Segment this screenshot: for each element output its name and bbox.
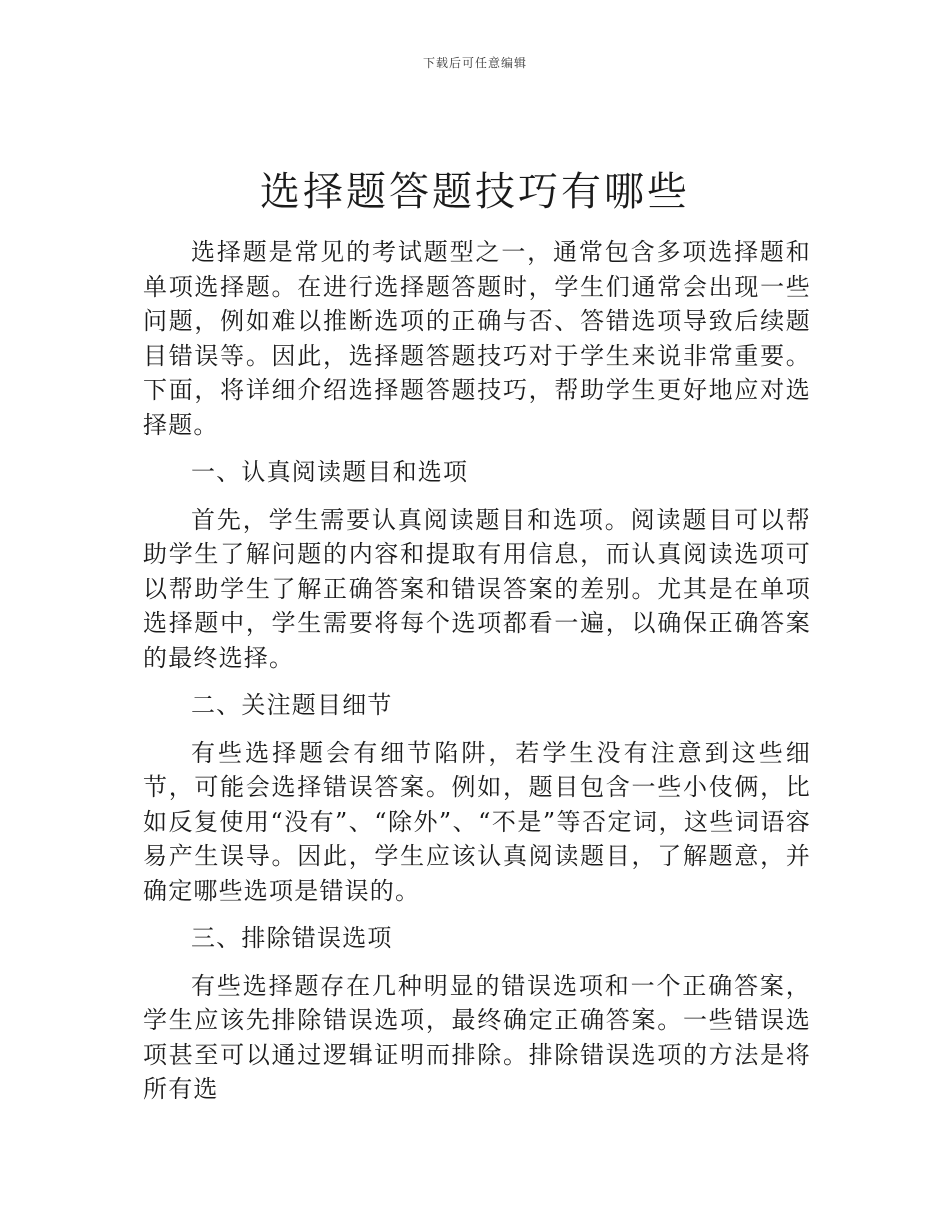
section-heading-2: 二、关注题目细节	[191, 691, 393, 719]
intro-paragraph: 选择题是常见的考试题型之一，通常包含多项选择题和单项选择题。在进行选择题答题时，学生们通常会出现一些问题，例如难以推断选项的正确与否、答错选项导致后续题目错误等。因此，选择题答题技巧对于学生来说非常重要。下面，将详细介绍选择题答题技巧，帮助学生更好地应对选择题。	[143, 238, 811, 439]
section-paragraph-1: 首先，学生需要认真阅读题目和选项。阅读题目可以帮助学生了解问题的内容和提取有用信息，而认真阅读选项可以帮助学生了解正确答案和错误答案的差别。尤其是在单项选择题中，学生需要将每个选项都看一遍，以确保正确答案的最终选择。	[143, 505, 811, 672]
section-heading-1: 一、认真阅读题目和选项	[191, 458, 469, 486]
document-body	[143, 235, 811, 1120]
page-header: 下载后可任意编辑	[422, 56, 527, 70]
document-title: 选择题答题技巧有哪些	[260, 169, 690, 215]
section-heading-3: 三、排除错误选项	[191, 924, 393, 952]
section-paragraph-3: 有些选择题存在几种明显的错误选项和一个正确答案，学生应该先排除错误选项，最终确定正确答案。一些错误选项甚至可以通过逻辑证明而排除。排除错误选项的方法是将所有选	[143, 971, 811, 1103]
section-paragraph-2: 有些选择题会有细节陷阱，若学生没有注意到这些细节，可能会选择错误答案。例如，题目包含一些小伎俩，比如反复使用“没有”、“除外”、“不是”等否定词，这些词语容易产生误导。因此，学生应该认真阅读题目，了解题意，并确定哪些选项是错误的。	[143, 738, 811, 905]
